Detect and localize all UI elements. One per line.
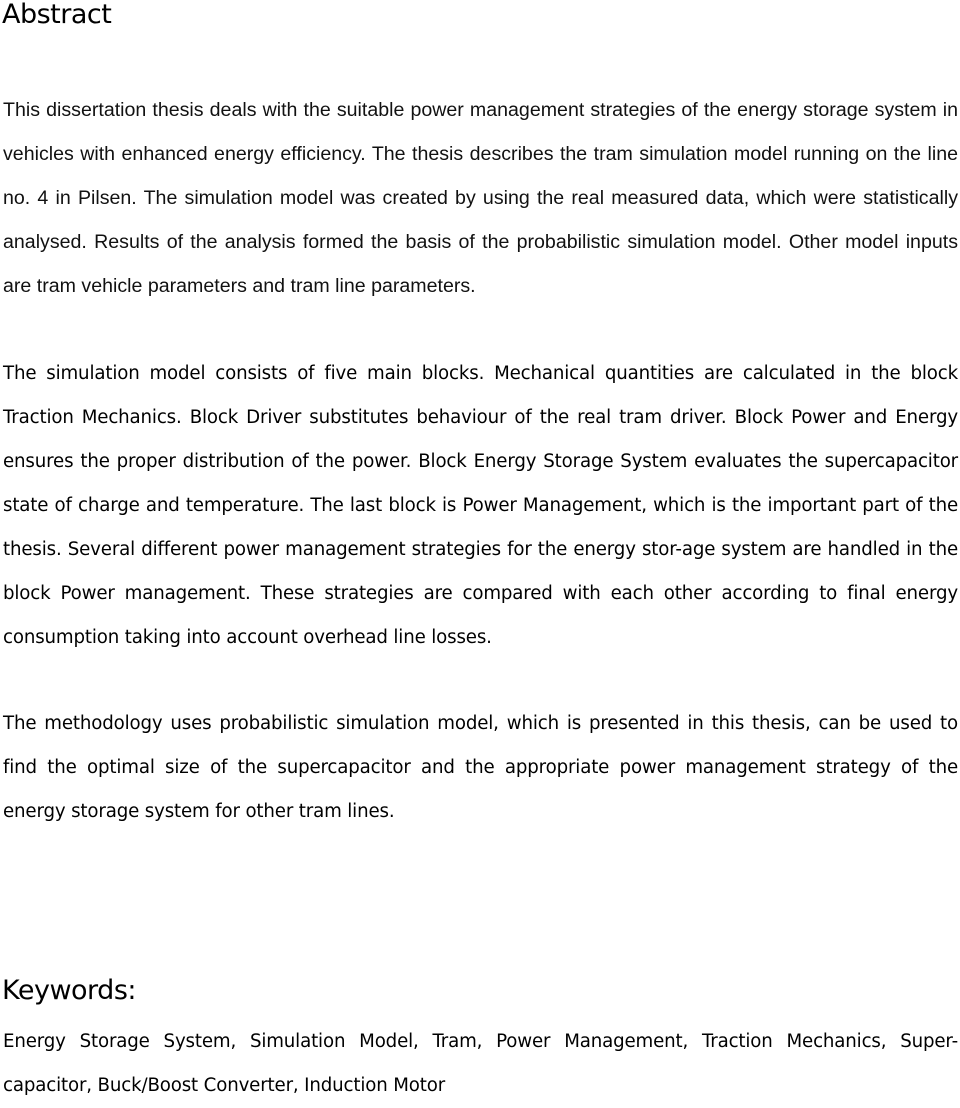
abstract-heading: Abstract	[2, 0, 112, 30]
abstract-paragraph-2: The simulation model consists of five main blocks. Mechanical quantities are calculated in the block Traction Mechanics. Block Driver substitutes behaviour of the real tram driver. Block Power and Energy ensures the proper distribution of the power. Block Energy Storage System evaluates the supercapacitor state of charge and temperature. The last block is Power Management, which is the important part of the thesis. Several different power management strategies for the energy stor-age system are handled in the block Power management. These strategies are compared with each other according to final energy consumption taking into account overhead line losses.	[3, 363, 958, 648]
abstract-paragraph-3: The methodology uses probabilistic simulation model, which is presented in this thesis, can be used to find the optimal size of the supercapacitor and the appropriate power management strategy of the energy storage system for other tram lines.	[3, 713, 958, 822]
keywords-text: Energy Storage System, Simulation Model, Tram, Power Management, Traction Mechanics, Super-capacitor, Buck/Boost Converter, Induction Motor	[3, 1031, 958, 1096]
keywords-heading: Keywords:	[2, 975, 136, 1006]
abstract-paragraph-1: This dissertation thesis deals with the suitable power management strategies of the energy storage system in vehicles with enhanced energy efficiency. The thesis describes the tram simulation model running on the line no. 4 in Pilsen. The simulation model was created by using the real measured data, which were statistically analysed. Results of the analysis formed the basis of the probabilistic simulation model. Other model inputs are tram vehicle parameters and tram line parameters.	[3, 99, 958, 297]
